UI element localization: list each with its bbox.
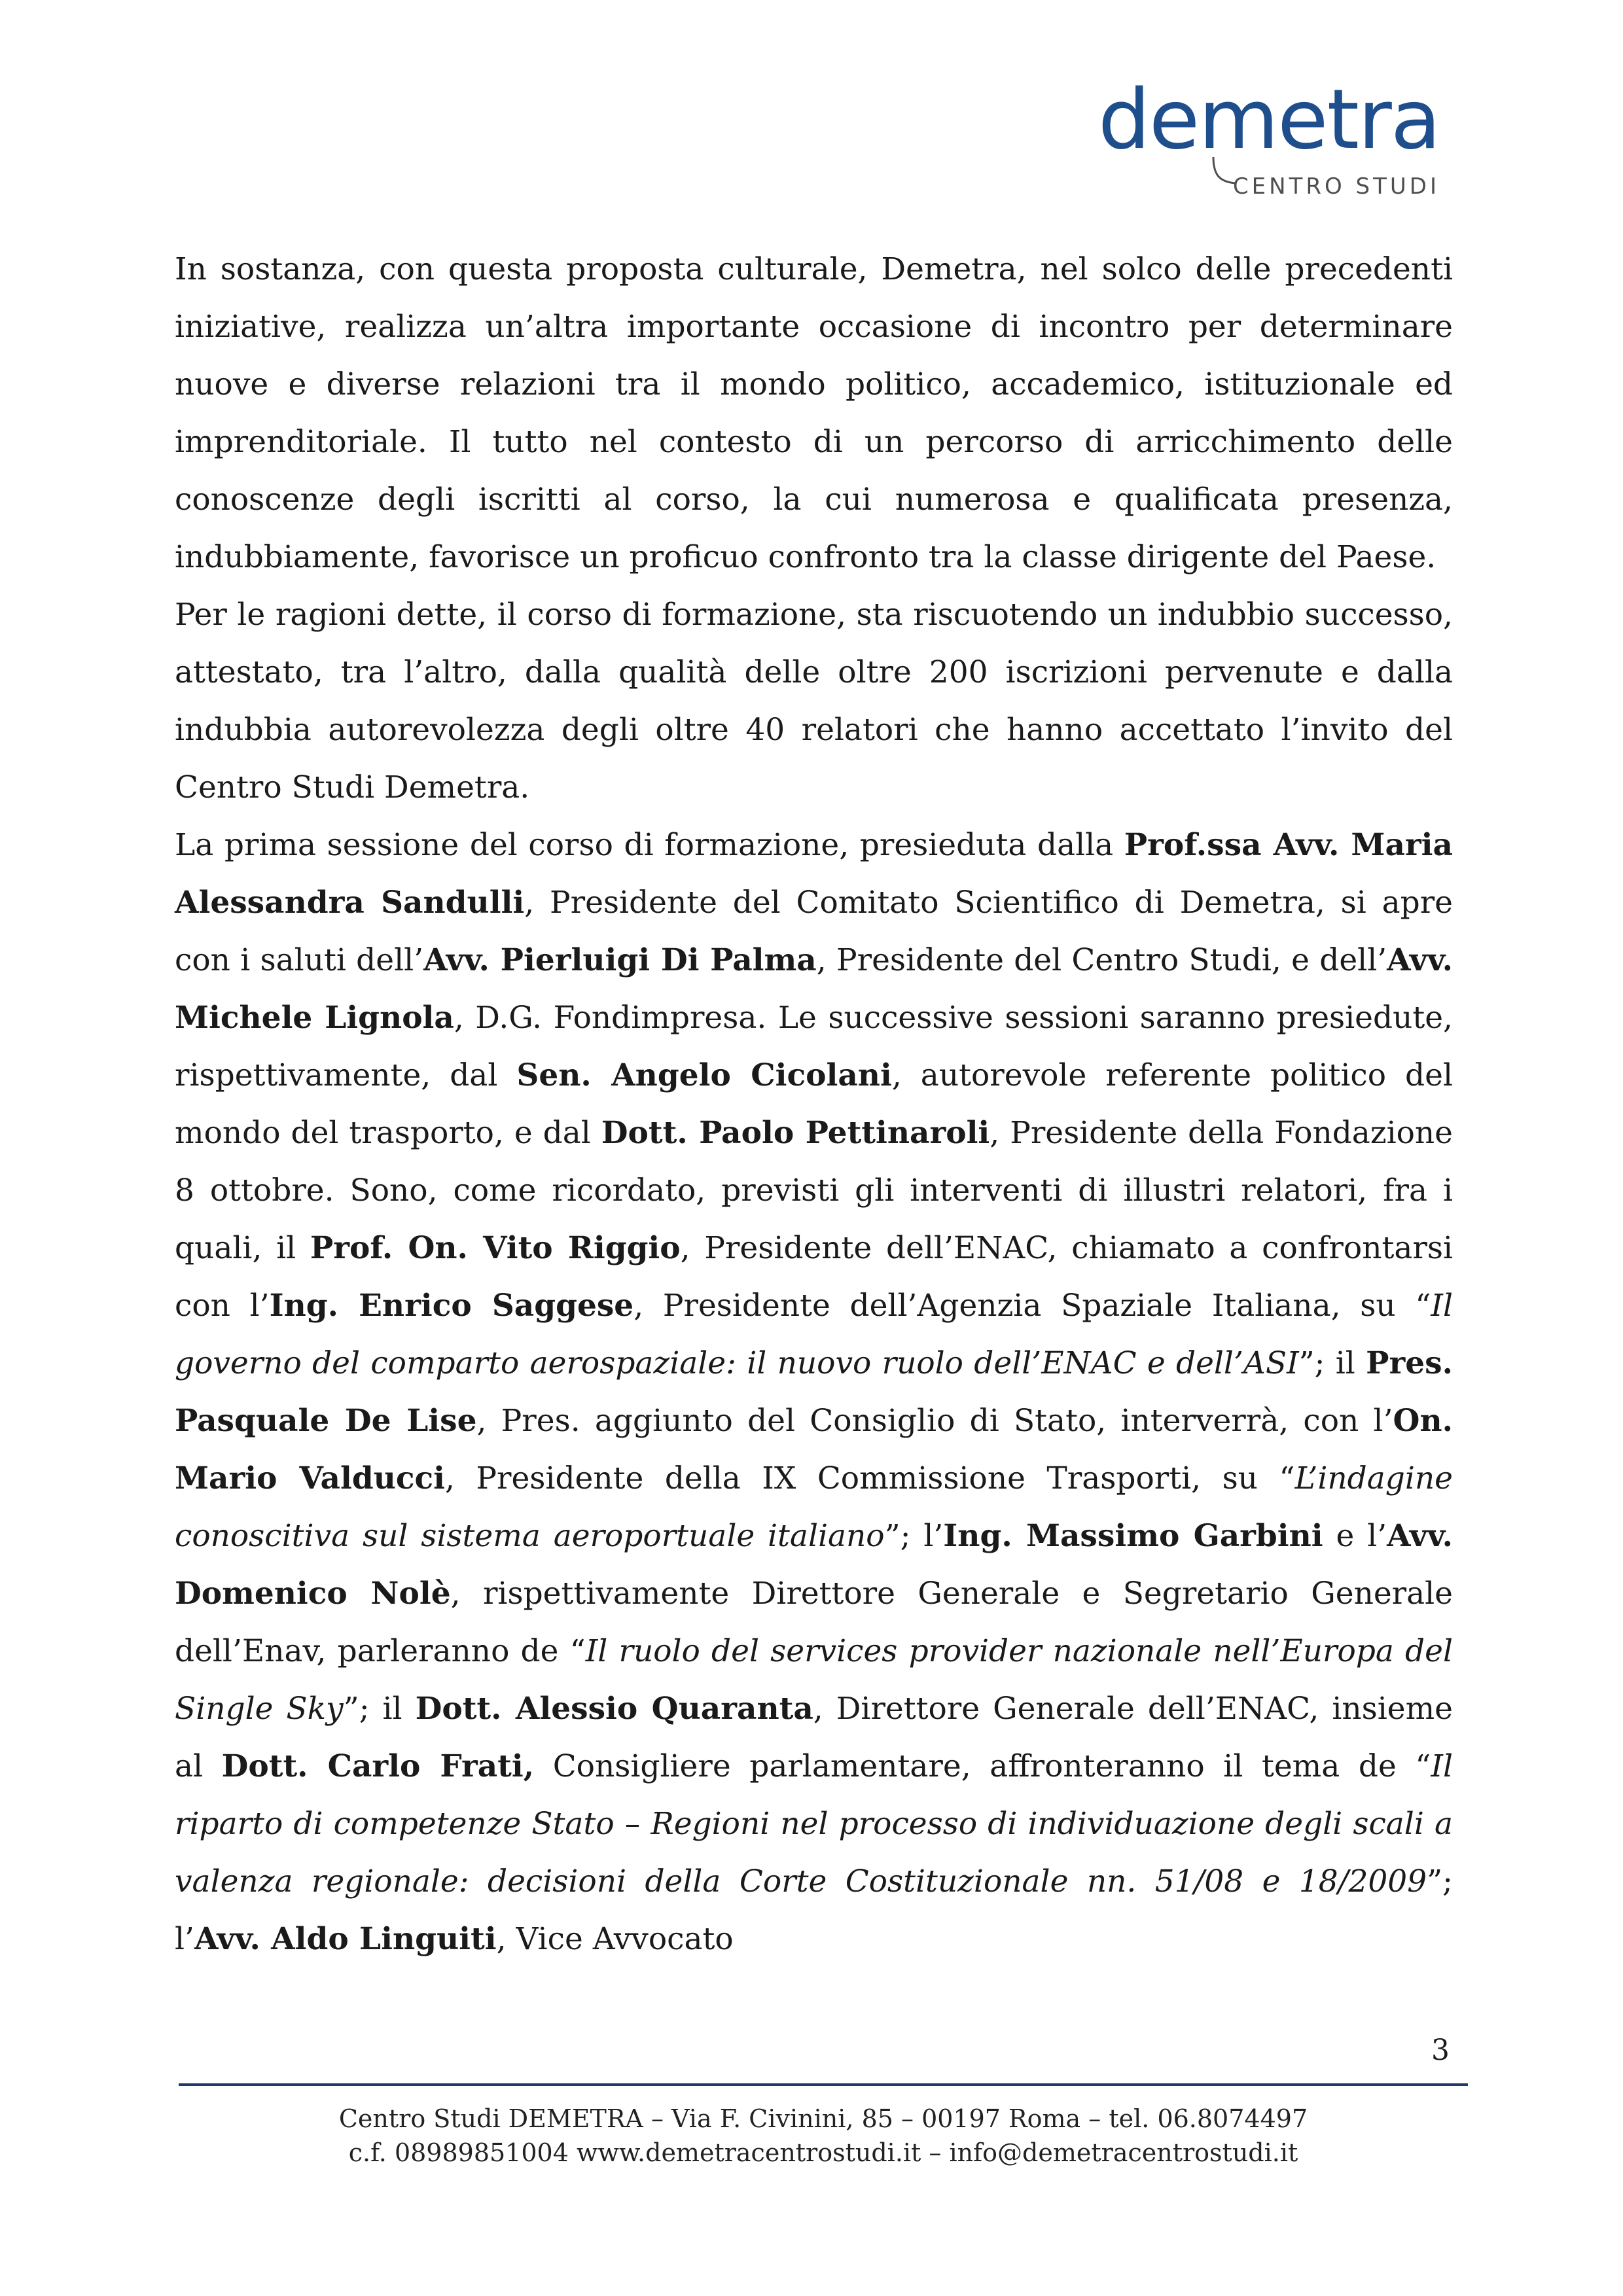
text-run: , Presidente della IX Commissione Trasporti, su “ <box>444 1460 1295 1496</box>
bold-name: Prof. On. Vito Riggio <box>310 1230 681 1266</box>
text-run: , Presidente del Comitato Scientifico di Demetra, si apre con i saluti dell’ <box>175 885 1453 978</box>
bold-name: Avv. Pierluigi Di Palma <box>423 942 817 978</box>
text-run: Consigliere parlamentare, affronteranno il tema de “ <box>534 1748 1431 1784</box>
demetra-logo <box>1097 71 1440 209</box>
text-run: , Presidente dell’Agenzia Spaziale Italiana, su “ <box>633 1288 1431 1324</box>
text-run: La prima sessione del corso di formazione, presieduta dalla <box>175 827 1124 863</box>
text-run: , Presidente dell’ENAC, chiamato a confrontarsi con l’ <box>175 1230 1453 1324</box>
text-run: Per le ragioni dette, il corso di formazione, sta riscuotendo un indubbio successo, attestato, tra l’altro, dalla qualità delle oltre 200 iscrizioni pervenute e dalla indubbia autorevolezza degli oltre 40 relatori che hanno accettato l’invito del Centro Studi Demetra. <box>175 597 1453 805</box>
text-run: , D.G. Fondimpresa. Le successive sessioni saranno presiedute, rispettivamente, dal <box>175 1000 1453 1093</box>
text-run: , Presidente del Centro Studi, e dell’ <box>816 942 1387 978</box>
bold-name: Dott. Alessio Quaranta <box>415 1691 813 1727</box>
logo-wordmark: demetra <box>1097 71 1440 168</box>
footer <box>179 2102 1468 2170</box>
italic-title: Il governo del comparto aerospaziale: il nuovo ruolo dell’ENAC e dell’ASI <box>175 1288 1453 1381</box>
text-run: ”; l’ <box>884 1518 944 1554</box>
paragraph <box>175 241 1453 586</box>
italic-title: Il ruolo del services provider nazionale nell’Europa del Single Sky <box>175 1633 1453 1727</box>
footer-address: Centro Studi DEMETRA – Via F. Civinini, 85 – 00197 Roma – tel. 06.8074497 <box>338 2104 1308 2133</box>
logo-subtitle: CENTRO STUDI <box>1232 173 1440 200</box>
paragraph <box>175 817 1453 1968</box>
bold-name: On. Mario Valducci <box>175 1403 1453 1496</box>
bold-name: Pres. Pasquale De Lise <box>175 1345 1453 1439</box>
bold-name: Avv. Michele Lignola <box>175 942 1453 1036</box>
text-run: , autorevole referente politico del mondo del trasporto, e dal <box>175 1057 1453 1151</box>
text-run: , Pres. aggiunto del Consiglio di Stato, interverrà, con l’ <box>476 1403 1393 1439</box>
paragraph <box>175 586 1453 817</box>
bold-name: Ing. Massimo Garbini <box>943 1518 1323 1554</box>
text-run: , rispettivamente Direttore Generale e Segretario Generale dell’Enav, parleranno de “ <box>175 1576 1453 1669</box>
text-run: , Presidente della Fondazione 8 ottobre. Sono, come ricordato, previsti gli interventi di illustri relatori, fra i quali, il <box>175 1115 1453 1266</box>
bold-name: Avv. Aldo Linguiti <box>194 1921 497 1957</box>
text-run: , Vice Avvocato <box>496 1921 734 1957</box>
text-run: , Direttore Generale dell’ENAC, insieme al <box>175 1691 1454 1784</box>
text-run: e l’ <box>1323 1518 1387 1554</box>
document-body <box>175 241 1453 1968</box>
footer-contacts: c.f. 08989851004 www.demetracentrostudi.it – info@demetracentrostudi.it <box>348 2138 1298 2167</box>
text-run: ”; l’ <box>175 1863 1453 1957</box>
footer-divider <box>179 2083 1468 2086</box>
text-run: In sostanza, con questa proposta culturale, Demetra, nel solco delle precedenti iniziative, realizza un’altra importante occasione di incontro per determinare nuove e diverse relazioni tra il mondo politico, accademico, istituzionale ed imprenditoriale. Il tutto nel contesto di un percorso di arricchimento delle conoscenze degli iscritti al corso, la cui numerosa e qualificata presenza, indubbiamente, favorisce un proficuo confronto tra la classe dirigente del Paese. <box>175 251 1453 575</box>
italic-title: Il riparto di competenze Stato – Regioni nel processo di individuazione degli scali a valenza regionale: decisioni della Corte Costituzionale nn. 51/08 e 18/2009 <box>175 1748 1453 1899</box>
italic-title: L’indagine conoscitiva sul sistema aeroportuale italiano <box>175 1460 1453 1554</box>
page-number: 3 <box>1431 2034 1450 2067</box>
bold-name: Prof.ssa Avv. Maria Alessandra Sandulli <box>175 827 1453 921</box>
bold-name: Ing. Enrico Saggese <box>269 1288 634 1324</box>
text-run: ”; il <box>1298 1345 1366 1381</box>
bold-name: Dott. Paolo Pettinaroli <box>601 1115 990 1151</box>
bold-name: Dott. Carlo Frati, <box>221 1748 535 1784</box>
bold-name: Avv. Domenico Nolè <box>175 1518 1453 1612</box>
bold-name: Sen. Angelo Cicolani <box>516 1057 892 1093</box>
text-run: ”; il <box>343 1691 416 1727</box>
